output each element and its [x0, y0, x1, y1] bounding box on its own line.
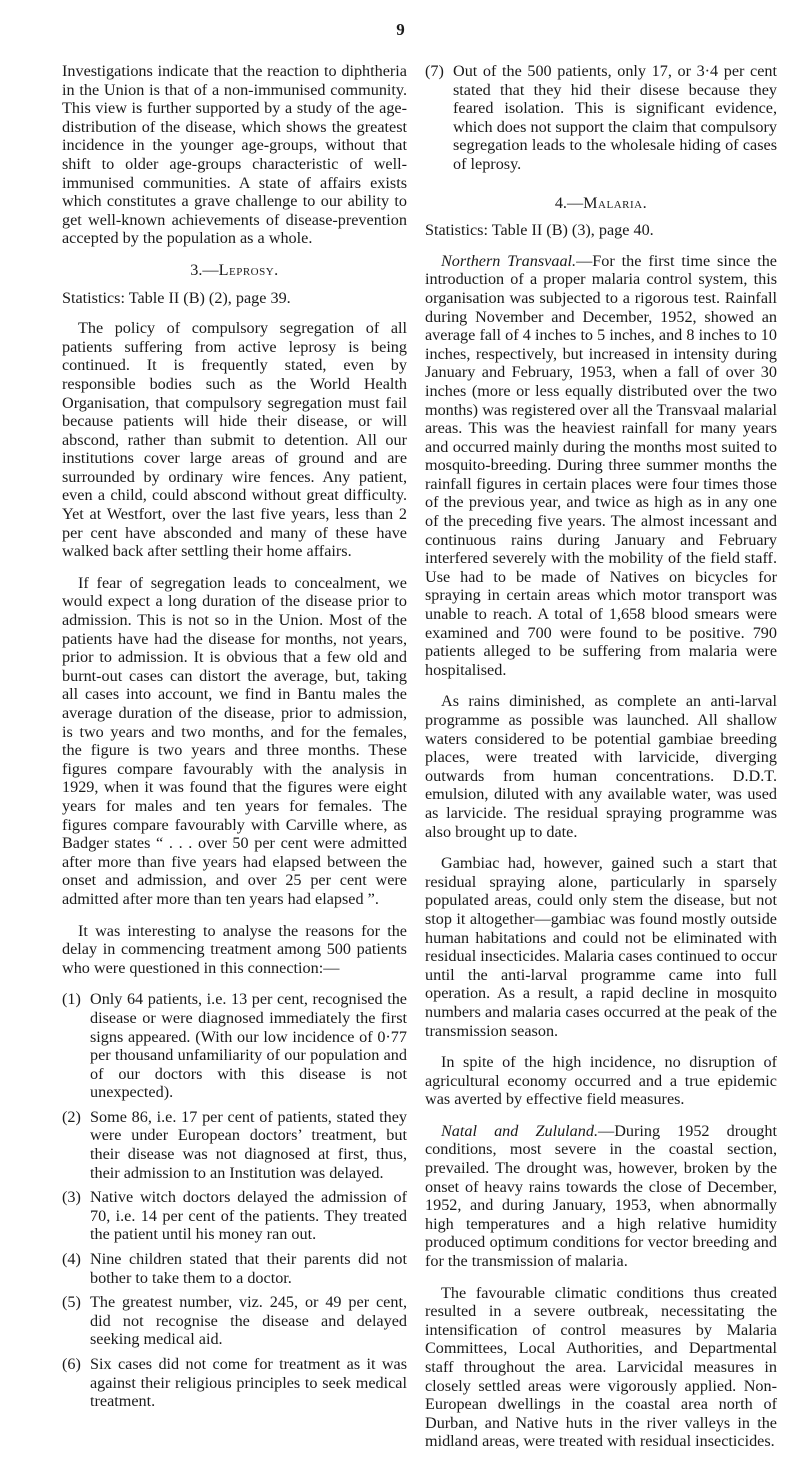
list-item [62, 1250, 407, 1287]
section-heading-leprosy [62, 261, 407, 280]
incidence-paragraph: In spite of the high incidence, no disruption of agricultural economy occurred and a true epidemic was averted by effective field measures. [425, 1053, 777, 1109]
section-title: Leprosy. [218, 260, 279, 279]
section-title: Malaria. [583, 193, 648, 212]
leprosy-paragraph-3: It was interesting to analyse the reasons for the delay in commencing treatment among 500 patients who were questioned in this connection:— [62, 921, 407, 977]
section-number: 4.— [554, 193, 584, 212]
outbreak-paragraph: The favourable climatic conditions thus created resulted in a severe outbreak, necessitating the intensification of control measures by Malaria Committees, Local Authorities, and Departmental staff throughout the area. Larvicidal measures in closely settled areas were vigorously applied. Non-European dwellings in the coastal area north of Durban, and Native huts in the river valleys in the midland areas, were treated with residual insecticides. [425, 1283, 777, 1451]
diphtheria-paragraph: Investigations indicate that the reaction to diphtheria in the Union is that of a non-immunised community. This view is further supported by a study of the age-distribution of the disease, which shows the greatest incidence in the younger age-groups, without that shift to older age-groups characteristic of well-immunised communities. A state of affairs exists which constitutes a grave challenge to our ability to get well-known achievements of disease-prevention accepted by the population as a whole. [62, 62, 407, 248]
leprosy-paragraph-1: The policy of compulsory segregation of all patients suffering from active leprosy is being continued. It is frequently stated, even by responsible bodies such as the World Health Organisation, that compulsory segregation must fail because patients will hide their disease, or will abscond, rather than submit to detention. All our institutions cover large areas of ground and are surrounded by ordinary wire fences. Any patient, even a child, could abscond without great difficulty. Yet at Westfort, over the last five years, less than 2 per cent have absconded and many of these have walked back after settling their home affairs. [62, 319, 407, 561]
list-text: The greatest number, viz. 245, or 49 per cent, did not recognise the disease and delayed seeking medical aid. [90, 1293, 407, 1349]
list-item [62, 1108, 407, 1182]
list-text: Only 64 patients, i.e. 13 per cent, recognised the disease or were diagnosed immediately the first signs appeared. (With our low incidence of 0·77 per thousand unfamiliarity of our population and of our doctors with this disease is not unexpected). [90, 990, 407, 1102]
paragraph-body: —For the first time since the introduction of a proper malaria control system, this organisation was subjected to a rigorous test. Rainfall during November and December, 1952, showed an average fall of 4 inches to 5 inches, and 8 inches to 10 inches, respectively, but increased in intensity during January and February, 1953, when a fall of over 30 inches (more or less equally distributed over the two months) was registered over all the Transvaal malarial areas. This was the heaviest rainfall for many years and occurred mainly during the months most suited to mosquito-breeding. During three summer months the rainfall figures in certain places were four times those of the previous year, and twice as high as in any one of the preceding five years. The almost incessant and continuous rains during January and February interfered severely with the mobility of the field staff. Use had to be made of Natives on bicycles for spraying in certain areas which motor transport was unable to reach. A total of 1,658 blood smears were examined and 700 were found to be positive. 790 patients alleged to be suffering from malaria were hospitalised. [425, 251, 777, 679]
list-item [62, 1355, 407, 1411]
statistics-reference: Statistics: Table II (B) (3), page 40. [425, 221, 654, 240]
statistics-reference: Statistics: Table II (B) (2), page 39. [62, 288, 291, 307]
paragraph-body: —During 1952 drought conditions, most severe in the coastal section, prevailed. The drought was, however, broken by the onset of heavy rains towards the close of December, 1952, and during January, 1953, when abnormally high temperatures and a high relative humidity produced optimum conditions for vector breeding and for the transmission of malaria. [425, 1121, 777, 1271]
region-lead: Natal and Zululand. [441, 1121, 598, 1140]
page-number: 9 [396, 20, 405, 39]
leprosy-paragraph-2: If fear of segregation leads to concealment, we would expect a long duration of the disease prior to admission. This is not so in the Union. Most of the patients have had the disease for months, not years, prior to admission. It is obvious that a few old and burnt-out cases can distort the average, but, taking all cases into account, we find in Bantu males the average duration of the disease, prior to admission, is two years and two months, and for the females, the figure is two years and three months. These figures compare favourably with the analysis in 1929, when it was found that the figures were eight years for males and ten years for females. The figures compare favourably with Carville where, as Badger states “ . . . over 50 per cent were admitted after more than five years had elapsed between the onset and admission, and over 25 per cent were admitted after more than ten years had elapsed ”. [62, 573, 407, 908]
list-item [62, 990, 407, 1102]
reasons-list [62, 990, 407, 1410]
region-lead: Northern Transvaal. [441, 251, 577, 270]
list-text: Some 86, i.e. 17 per cent of patients, stated they were under European doctors’ treatment, but their disease was not diagnosed at first, thus, their admission to an Institution was delayed. [90, 1107, 407, 1182]
list-text: Native witch doctors delayed the admission of 70, i.e. 14 per cent of the patients. They treated the patient until his money ran out. [90, 1188, 407, 1244]
section-heading-malaria [425, 194, 777, 213]
list-number: (6) [62, 1355, 81, 1373]
list-text: Six cases did not come for treatment as it was against their religious principles to seek medical treatment. [90, 1355, 407, 1411]
list-number: (2) [62, 1107, 81, 1126]
natal-paragraph [425, 1122, 777, 1271]
list-number: (7) [425, 62, 444, 80]
list-number: (4) [62, 1250, 81, 1269]
anti-larval-paragraph: As rains diminished, as complete an anti-larval programme as possible was launched. All shallow waters considered to be potential gambiae breeding places, were treated with larvicide, diverging outwards from human concentrations. D.D.T. emulsion, diluted with any available water, was used as larvicide. The residual spraying programme was also brought up to date. [425, 692, 777, 841]
list-item [425, 62, 777, 174]
right-column [425, 62, 777, 1464]
list-item [62, 1188, 407, 1244]
list-item [62, 1293, 407, 1349]
list-number: (5) [62, 1293, 81, 1312]
left-column [62, 62, 407, 1417]
list-number: (3) [62, 1188, 81, 1207]
list-text: Nine children stated that their parents did not bother to take them to a doctor. [90, 1250, 407, 1287]
list-number: (1) [62, 990, 81, 1009]
list-text: Out of the 500 patients, only 17, or 3·4 per cent stated that they hid their disese because they feared isolation. This is significant evidence, which does not support the claim that compulsory segregation leads to the wholesale hiding of cases of leprosy. [453, 62, 777, 173]
northern-transvaal-paragraph [425, 252, 777, 680]
section-number: 3.— [190, 260, 219, 279]
gambiac-paragraph: Gambiac had, however, gained such a start that residual spraying alone, particularly in sparsely populated areas, could only stem the disease, but not stop it altogether—gambiac was found mostly outside human habitations and could not be eliminated with residual insecticides. Malaria cases continued to occur until the anti-larval programme came into full operation. As a result, a rapid decline in mosquito numbers and malaria cases occurred at the peak of the transmission season. [425, 854, 777, 1040]
